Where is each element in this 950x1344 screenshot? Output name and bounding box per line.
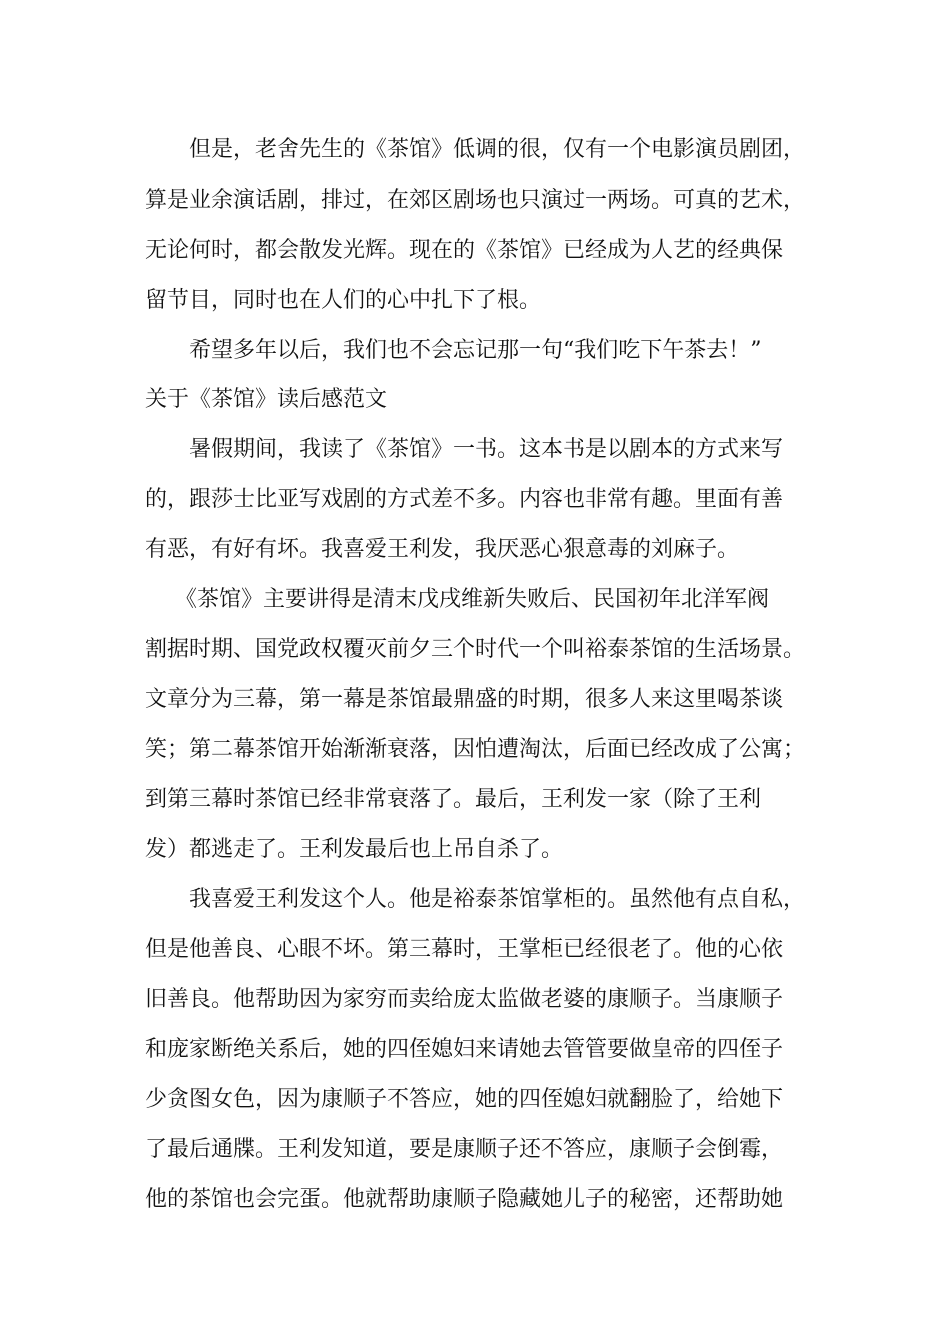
text-line-2: 算是业余演话剧，排过，在郊区剧场也只演过一两场。可真的艺术， [145,188,806,213]
text-line-3: 无论何时，都会散发光辉。现在的《茶馆》已经成为人艺的经典保 [145,238,784,263]
text-line-14: 到第三幕时茶馆已经非常衰落了。最后，王利发一家（除了王利 [145,787,762,812]
text-line-13: 笑；第二幕茶馆开始渐渐衰落，因怕遭淘汰，后面已经改成了公寓； [145,737,806,762]
text-line-18: 旧善良。他帮助因为家穷而卖给庞太监做老婆的康顺子。当康顺子 [145,987,784,1012]
text-line-21: 了最后通牒。王利发知道，要是康顺子还不答应，康顺子会倒霉， [145,1137,784,1162]
text-line-7: 暑假期间，我读了《茶馆》一书。这本书是以剧本的方式来写 [189,437,784,462]
text-line-15: 发）都逃走了。王利发最后也上吊自杀了。 [145,837,564,862]
section-heading: 关于《茶馆》读后感范文 [145,387,388,412]
text-line-9: 有恶，有好有坏。我喜爱王利发，我厌恶心狠意毒的刘麻子。 [145,537,740,562]
text-line-10: 《茶馆》主要讲得是清末戊戌维新失败后、民国初年北洋军阀 [175,587,770,612]
text-line-8: 的，跟莎士比亚写戏剧的方式差不多。内容也非常有趣。里面有善 [145,487,784,512]
text-line-11: 割据时期、国党政权覆灭前夕三个时代一个叫裕泰茶馆的生活场景。 [145,637,806,662]
text-line-16: 我喜爱王利发这个人。他是裕泰茶馆掌柜的。虽然他有点自私， [189,887,806,912]
text-line-12: 文章分为三幕，第一幕是茶馆最鼎盛的时期，很多人来这里喝茶谈 [145,687,784,712]
text-line-22: 他的茶馆也会完蛋。他就帮助康顺子隐藏她儿子的秘密，还帮助她 [145,1187,784,1212]
text-line-17: 但是他善良、心眼不坏。第三幕时，王掌柜已经很老了。他的心依 [145,937,784,962]
text-line-1: 但是，老舍先生的《茶馆》低调的很，仅有一个电影演员剧团， [189,137,806,162]
text-line-20: 少贪图女色，因为康顺子不答应，她的四侄媳妇就翻脸了，给她下 [145,1087,784,1112]
text-line-5: 希望多年以后，我们也不会忘记那一句“我们吃下午茶去！” [189,338,762,363]
text-line-4: 留节目，同时也在人们的心中扎下了根。 [145,288,542,313]
text-line-19: 和庞家断绝关系后，她的四侄媳妇来请她去管管要做皇帝的四侄子 [145,1037,784,1062]
